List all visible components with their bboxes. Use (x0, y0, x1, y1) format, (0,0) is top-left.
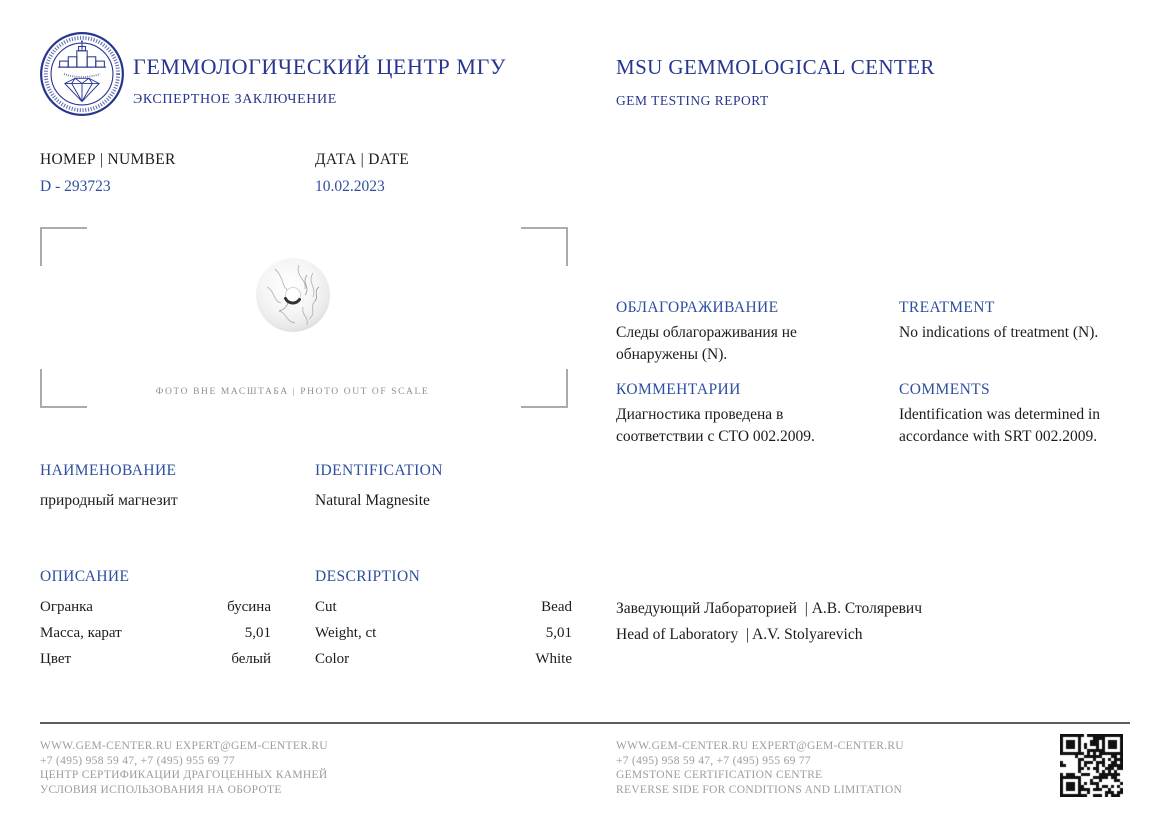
table-row (315, 594, 572, 620)
table-row (40, 594, 271, 620)
msu-seal-logo-icon (39, 31, 125, 117)
spec-label: Масса, карат (40, 624, 122, 641)
corner-bracket-top-left-icon (40, 227, 87, 266)
table-row (40, 646, 271, 672)
table-row (40, 620, 271, 646)
number-label: НОМЕР | NUMBER (40, 151, 176, 168)
treatment-body-ru: Следы облагораживания не обнаружены (N). (616, 324, 797, 363)
footer-line: УСЛОВИЯ ИСПОЛЬЗОВАНИЯ НА ОБОРОТЕ (40, 783, 282, 796)
table-row (315, 646, 572, 672)
identification-value-en: Natural Magnesite (315, 492, 430, 509)
footer-line: ЦЕНТР СЕРТИФИКАЦИИ ДРАГОЦЕННЫХ КАМНЕЙ (40, 769, 328, 782)
spec-label: Цвет (40, 650, 72, 667)
page-title-en: MSU GEMMOLOGICAL CENTER (616, 55, 935, 79)
spec-label: Cut (315, 598, 337, 615)
corner-bracket-top-right-icon (521, 227, 568, 266)
description-table-en (315, 594, 572, 672)
qr-code (1060, 734, 1123, 797)
table-row (315, 620, 572, 646)
footer-line: +7 (495) 958 59 47, +7 (495) 955 69 77 (40, 754, 235, 767)
spec-label: Weight, ct (315, 624, 377, 641)
comments-body-en: Identification was determined in accordance with SRT 002.2009. (899, 406, 1101, 445)
gem-bead-photo (255, 257, 331, 333)
signature-line-en: Head of Laboratory | A.V. Stolyarevich (616, 626, 863, 643)
footer-divider (40, 722, 1130, 724)
treatment-heading-en: TREATMENT (899, 299, 995, 316)
identification-value-ru: природный магнезит (40, 492, 178, 509)
page-title-ru: ГЕММОЛОГИЧЕСКИЙ ЦЕНТР МГУ (133, 54, 507, 79)
spec-value: бусина (227, 598, 271, 615)
comments-heading-en: COMMENTS (899, 381, 991, 398)
footer-line: REVERSE SIDE FOR CONDITIONS AND LIMITATION (616, 783, 903, 796)
date-label: ДАТА | DATE (315, 151, 410, 168)
spec-label: Color (315, 650, 350, 667)
spec-value: белый (231, 650, 271, 667)
footer-line: WWW.GEM-CENTER.RU EXPERT@GEM-CENTER.RU (616, 740, 904, 752)
footer-left (40, 739, 328, 797)
number-value: D - 293723 (40, 178, 111, 195)
photo-frame (40, 227, 568, 408)
spec-value: 5,01 (545, 624, 572, 641)
page-subtitle-ru: ЭКСПЕРТНОЕ ЗАКЛЮЧЕНИЕ (133, 92, 337, 107)
date-value: 10.02.2023 (315, 178, 385, 195)
photo-caption: ФОТО ВНЕ МАСШТАБА | PHOTO OUT OF SCALE (155, 387, 430, 397)
footer-right (616, 739, 904, 797)
footer-line: +7 (495) 958 59 47, +7 (495) 955 69 77 (616, 754, 811, 767)
signature-line-ru: Заведующий Лабораторией | А.В. Столяревич (616, 600, 922, 617)
description-table-ru (40, 594, 271, 672)
comments-heading-ru: КОММЕНТАРИИ (616, 381, 741, 398)
description-heading-en: DESCRIPTION (315, 568, 421, 585)
identification-heading-ru: НАИМЕНОВАНИЕ (40, 462, 177, 479)
footer-line: WWW.GEM-CENTER.RU EXPERT@GEM-CENTER.RU (40, 740, 328, 752)
page-subtitle-en: GEM TESTING REPORT (616, 93, 769, 108)
description-heading-ru: ОПИСАНИЕ (40, 568, 130, 585)
identification-heading-en: IDENTIFICATION (315, 462, 443, 479)
spec-value: White (535, 650, 572, 667)
treatment-heading-ru: ОБЛАГОРАЖИВАНИЕ (616, 299, 779, 316)
spec-label: Огранка (40, 598, 93, 615)
treatment-body-en: No indications of treatment (N). (899, 324, 1099, 341)
footer-line: GEMSTONE CERTIFICATION CENTRE (616, 769, 823, 782)
comments-body-ru: Диагностика проведена в соответствии с СТО 002.2009. (616, 406, 815, 445)
spec-value: Bead (541, 598, 572, 615)
spec-value: 5,01 (244, 624, 271, 641)
